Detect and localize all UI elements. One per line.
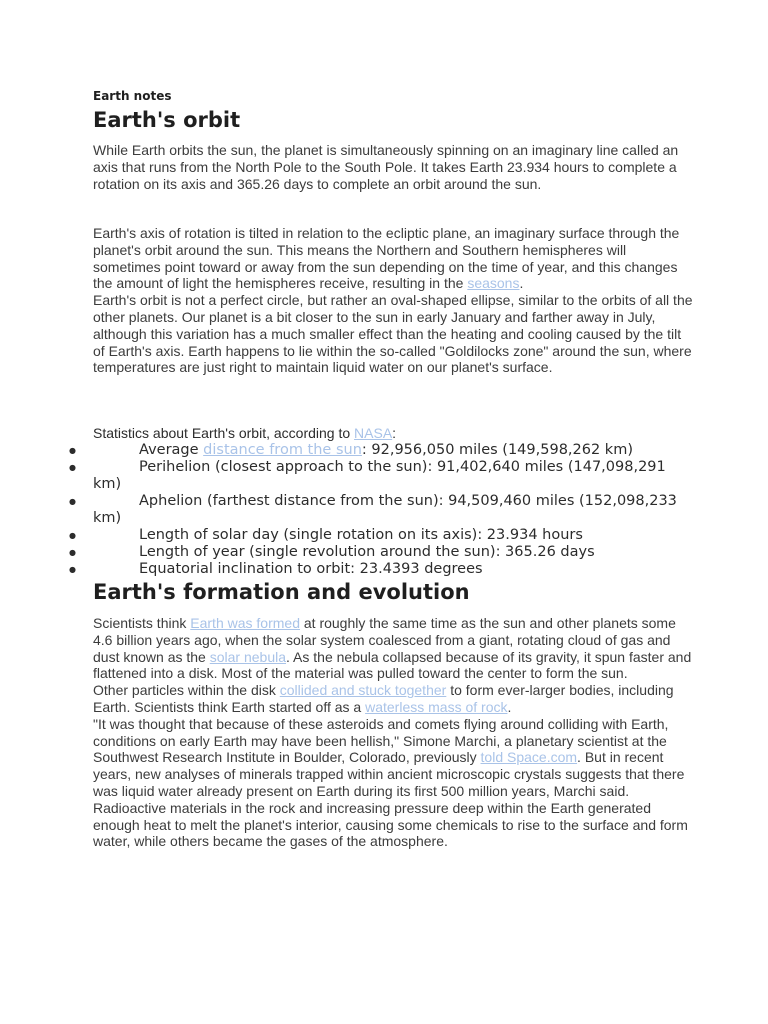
bullet-dot-icon: ● [69,565,76,574]
stat-text: Length of year (single revolution around the sun): 365.26 days [139,544,595,560]
orbit-paragraph-2 [93,225,693,376]
document-label: Earth notes [93,89,172,103]
orbit-paragraph-2-text-a: Earth's axis of rotation is tilted in relation to the ecliptic plane, an imaginary surface through the planet's orbit around the sun. This means the Northern and Southern hemispheres will sometimes point toward or away from the sun depending on the time of year, and this changes the amount of light the hemispheres receive, resulting in the [93,225,680,292]
formation-p2-text-c: . [507,698,512,715]
bullet-dot-icon: ● [69,497,76,506]
nasa-link[interactable]: NASA [354,425,393,441]
orbit-paragraph-2-text-b: . [519,275,524,292]
formation-paragraphs [93,615,693,850]
distance-from-the-sun-link[interactable]: distance from the sun [203,442,362,458]
marchi-quote-text-a: "It was thought that because of these asteroids and comets flying around colliding with Earth, conditions on early Earth may have been hellish," Simone Marchi, a planetary scientist at the Southwest Research Institute in Boulder, Colorado, previously [93,715,669,766]
orbit-paragraph-3: Earth's orbit is not a perfect circle, but rather an oval-shaped ellipse, similar to the orbits of all the other planets. Our planet is a bit closer to the sun in early January and farther away in July, although this variation has a much smaller effect than the heating and cooling caused by the tilt of Earth's axis. Earth happens to lie within the so-called "Goldilocks zone" around the sun, where temperatures are just right to maintain liquid water on our planet's surface. [93,292,693,376]
bullet-dot-icon: ● [69,531,76,540]
stat-text-tail: : 92,956,050 miles (149,598,262 km) [361,442,633,458]
formation-paragraph-4: Radioactive materials in the rock and increasing pressure deep within the Earth generated enough heat to melt the planet's interior, causing some chemicals to rise to the surface and form water, while others became the gases of the atmosphere. [93,799,688,850]
section-heading-orbit: Earth's orbit [93,108,241,132]
stat-item-average-distance [69,442,693,459]
formation-p1-text-b: at roughly the same time as the sun and other planets some 4.6 billion years ago, when the solar system coalesced from a giant, rotating cloud of gas and dust known as the [93,615,676,665]
collided-and-stuck-together-link[interactable]: collided and stuck together [279,682,447,699]
seasons-link[interactable]: seasons [467,275,520,292]
orbit-statistics [69,425,693,578]
waterless-mass-of-rock-link[interactable]: waterless mass of rock [365,698,508,715]
statistics-intro [93,425,693,442]
orbit-statistics-list [69,442,693,578]
told-space-com-link[interactable]: told Space.com [480,749,578,766]
statistics-intro-colon: : [392,425,397,441]
stat-text: Length of solar day (single rotation on its axis): 23.934 hours [139,527,583,543]
formation-p1-text-c: . As the nebula collapsed because of its gravity, it spun faster and flattened into a disk. Most of the material was pulled toward the center to form the sun. [93,648,692,682]
stat-item-year-length [69,544,693,561]
stat-text: Perihelion (closest approach to the sun): 91,402,640 miles (147,098,291 km) [93,459,666,492]
formation-p2-text-a: Other particles within the disk [93,682,280,699]
section-heading-formation: Earth's formation and evolution [93,580,470,604]
marchi-quote-text-b: . But in recent years, new analyses of minerals trapped within ancient microscopic crystals suggests that there was liquid water already present on Earth during its first 500 million years, Marchi said. [93,749,685,799]
stat-item-solar-day [69,527,693,544]
stat-text: Aphelion (farthest distance from the sun): 94,509,460 miles (152,098,233 km) [93,493,677,526]
formation-p2-text-b: to form ever-larger bodies, including Earth. Scientists think Earth started off as a [93,682,674,715]
formation-p1-text-a: Scientists think [93,615,191,631]
stat-item-inclination [69,561,693,578]
bullet-dot-icon: ● [69,463,76,472]
stat-text: Average [139,442,204,458]
earth-was-formed-link[interactable]: Earth was formed [190,615,300,631]
bullet-dot-icon: ● [69,446,76,455]
stat-item-perihelion [69,459,693,493]
stat-item-aphelion [69,493,693,527]
bullet-dot-icon: ● [69,548,76,557]
orbit-paragraph-1: While Earth orbits the sun, the planet is simultaneously spinning on an imaginary line called an axis that runs from the North Pole to the South Pole. It takes Earth 23.934 hours to complete a rotation on its axis and 365.26 days to complete an orbit around the sun. [93,142,679,192]
stat-text: Equatorial inclination to orbit: 23.4393 degrees [139,561,483,577]
statistics-intro-text: Statistics about Earth's orbit, according to [93,425,355,441]
solar-nebula-link[interactable]: solar nebula [209,648,287,665]
